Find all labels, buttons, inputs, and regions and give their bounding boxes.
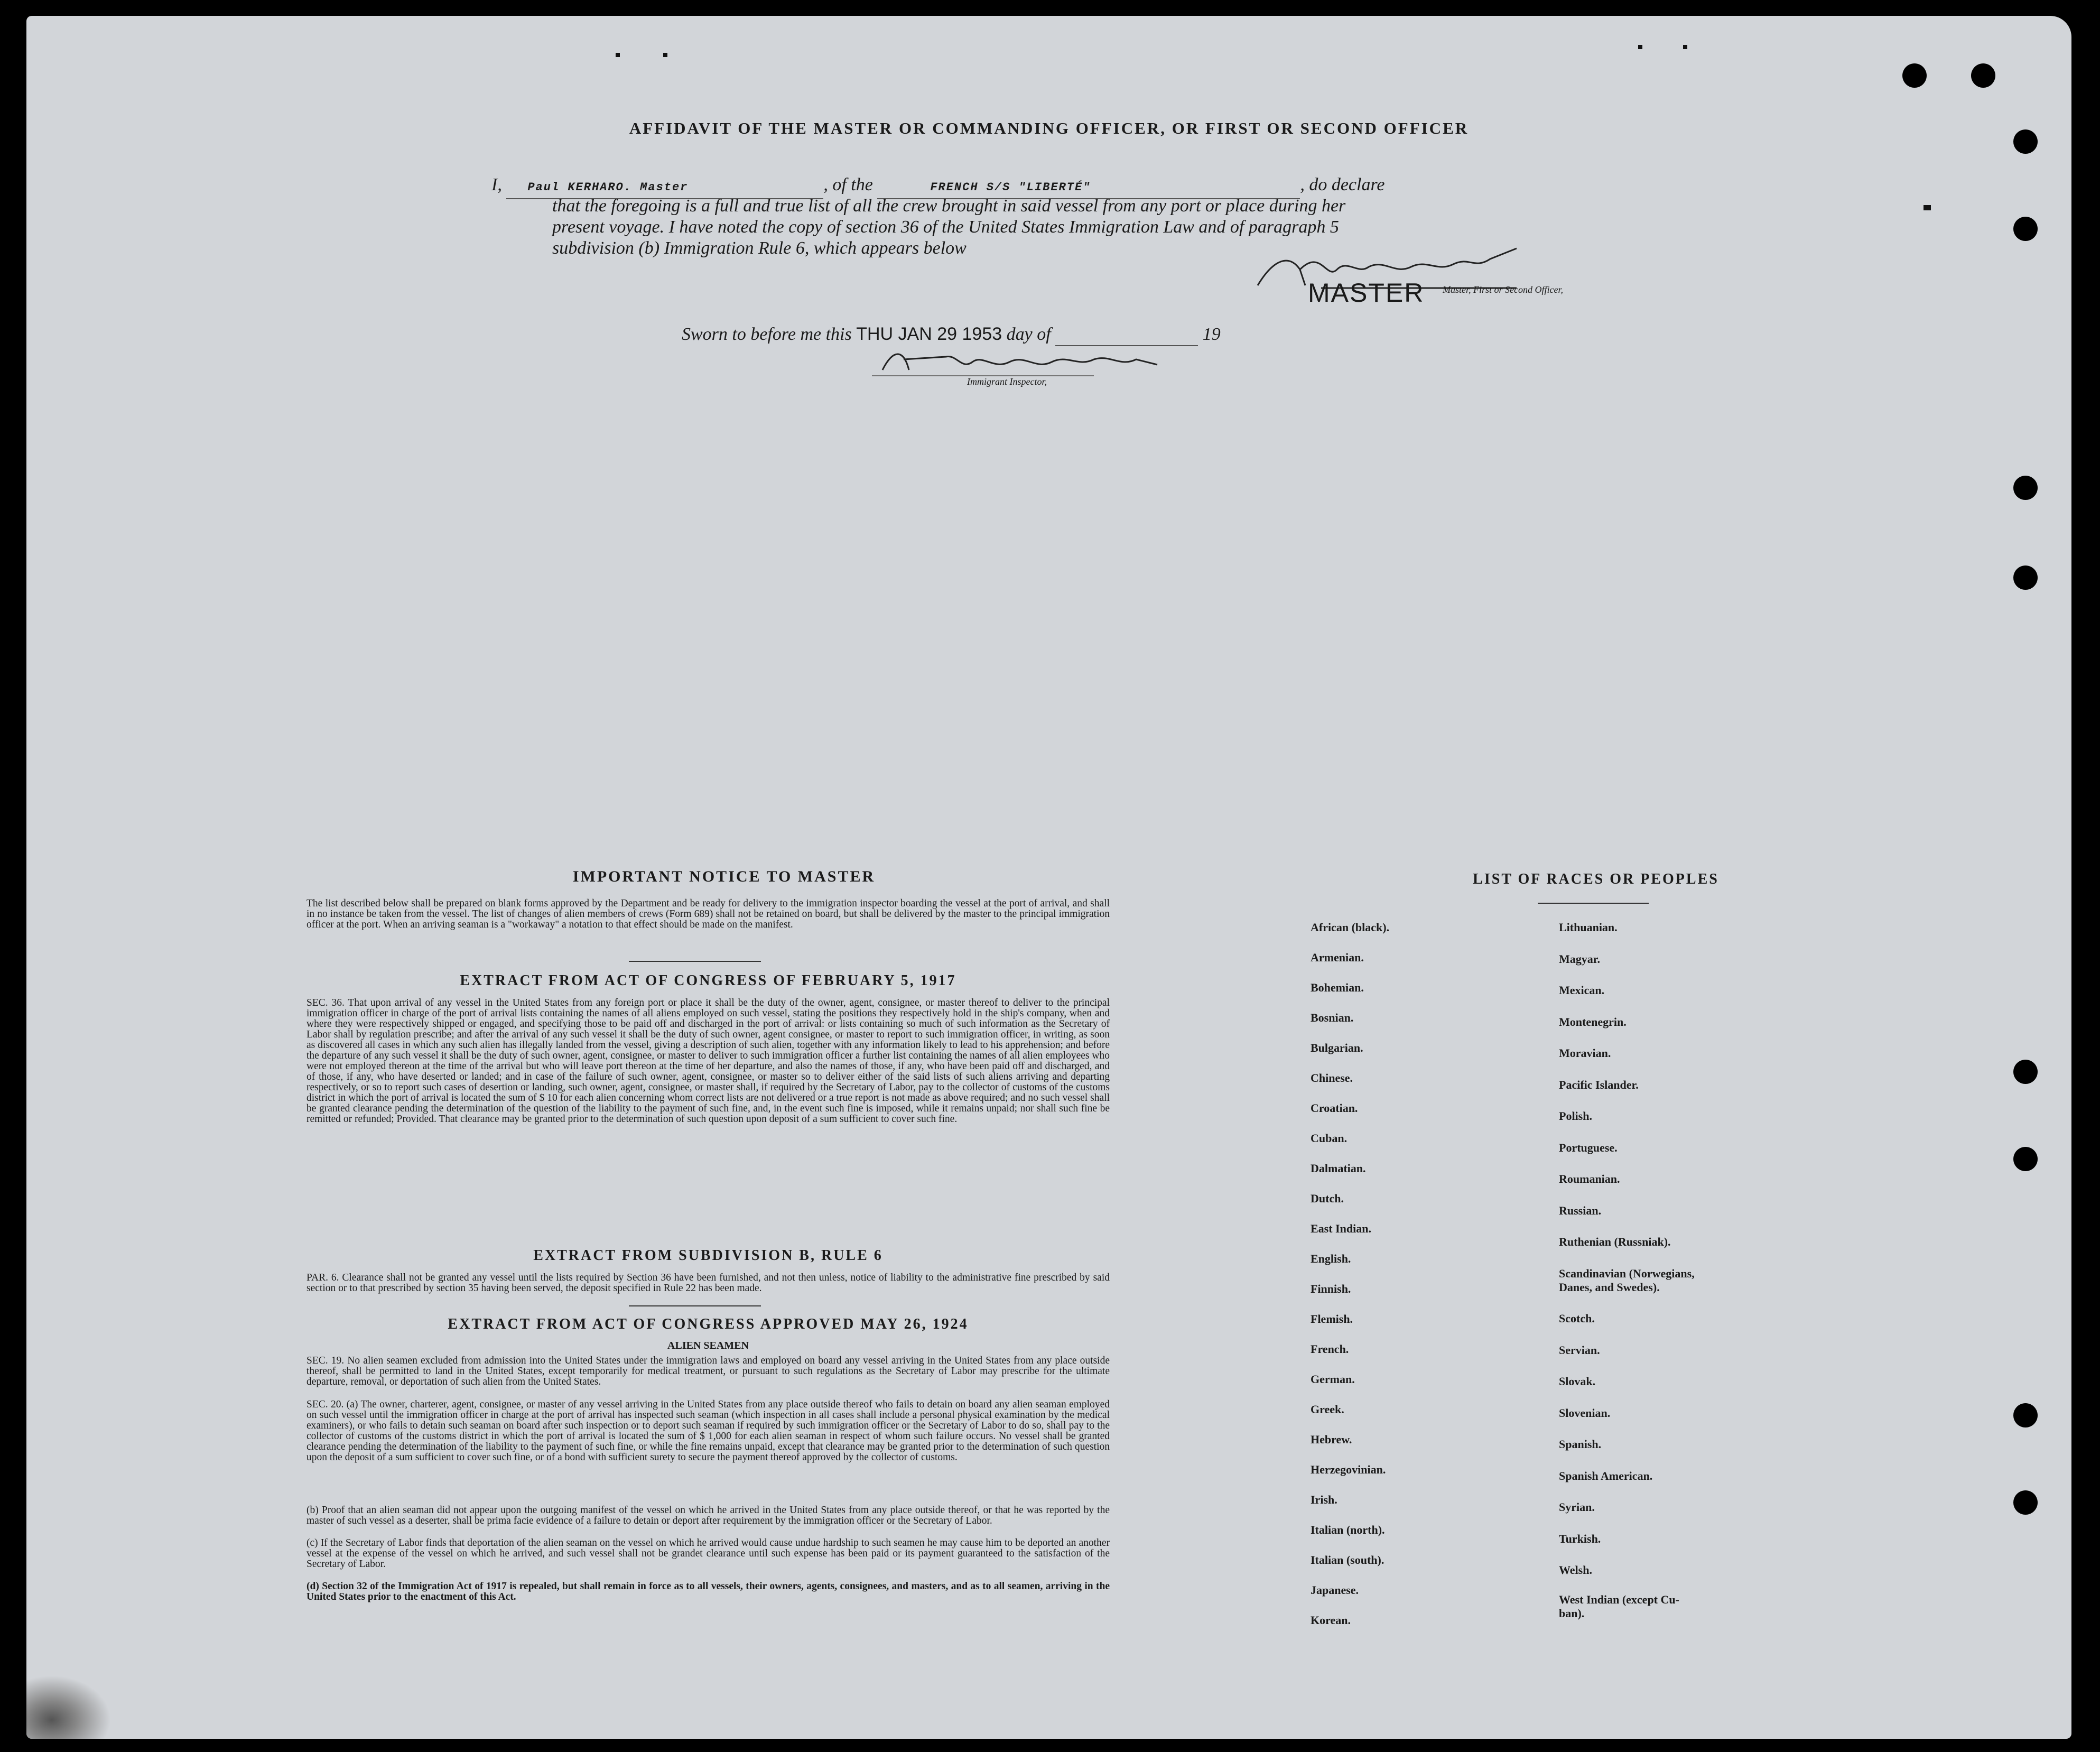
race-item: Syrian. (1559, 1500, 1595, 1514)
punch-hole (2013, 476, 2038, 500)
sec20b-body: (b) Proof that an alien seaman did not appear upon the outgoing manifest of the vessel on which he arrived in the United States from any place outside thereof, or that he was reported by the master of such vessel as a deserter, shall be prima facie evidence of a failure to detain or deport after requirement by the immigration officer or the Secretary of Labor. (306, 1505, 1110, 1526)
race-item: Mexican. (1559, 984, 1605, 997)
race-item: Spanish. (1559, 1438, 1602, 1451)
stain (26, 1675, 111, 1739)
extract-1924-subtitle: ALIEN SEAMEN (667, 1340, 749, 1351)
race-item: Finnish. (1311, 1282, 1351, 1295)
ink-speck (1924, 205, 1931, 210)
race-item: West Indian (except Cu- (1559, 1593, 1679, 1606)
race-item: Italian (south). (1311, 1553, 1384, 1566)
affidavit-line2: that the foregoing is a full and true list of all the crew brought in said vessel from any port or place during her (552, 196, 1346, 216)
race-item: Bulgarian. (1311, 1041, 1363, 1054)
race-item: Portuguese. (1559, 1141, 1618, 1154)
notice-body: The list described below shall be prepared on blank forms approved by the Department and be ready for delivery to the immigration inspector boarding the vessel at the port of arrival, and shall in no instance be taken from the vessel. The list of changes of alien members of crews (Form 689) shall not be retained on board, but shall be delivered by the master to the principal immigration officer at the port. When an arriving seaman is a "workaway" a notation to that effect should be made on the manifest. (306, 898, 1110, 930)
race-item: Slovenian. (1559, 1406, 1611, 1420)
race-item: Polish. (1559, 1109, 1592, 1123)
race-item: Hebrew. (1311, 1433, 1352, 1446)
extract-1924-title: EXTRACT FROM ACT OF CONGRESS APPROVED MAY 26, 1924 (448, 1316, 969, 1332)
punch-hole (1902, 63, 1927, 88)
ink-speck (1683, 45, 1687, 49)
punch-hole (2013, 1403, 2038, 1427)
race-item: Bohemian. (1311, 981, 1364, 994)
divider (1538, 903, 1649, 904)
race-item: Pacific Islander. (1559, 1078, 1639, 1091)
divider (629, 1305, 761, 1306)
ink-speck (1638, 45, 1642, 49)
officer-caption: Master, First or Second Officer, (1443, 284, 1563, 295)
day-of-text: day of (1006, 325, 1051, 344)
race-item: Italian (north). (1311, 1523, 1385, 1536)
punch-hole (2013, 1147, 2038, 1171)
races-title: LIST OF RACES OR PEOPLES (1473, 871, 1719, 887)
sec19-body: SEC. 19. No alien seamen excluded from admission into the United States under the immigration laws and employed on board any vessel arriving in the United States from any place outside thereof, shall be permitted to land in the United States, except temporarily for medical treatment, or pursuant to such regulations as the Secretary of Labor may prescribe for the ultimate departure, removal, or deportation of such alien from the United States. (306, 1355, 1110, 1387)
race-item: Armenian. (1311, 951, 1364, 964)
race-item: East Indian. (1311, 1222, 1371, 1235)
master-stamp: MASTER (1308, 278, 1425, 308)
race-item: Servian. (1559, 1343, 1600, 1357)
affidavit-declare: , do declare (1300, 175, 1385, 194)
divider (629, 961, 761, 962)
affidavit-line4: subdivision (b) Immigration Rule 6, which appears below (552, 238, 967, 258)
inspector-signature (872, 338, 1168, 381)
race-item: Spanish American. (1559, 1469, 1653, 1482)
ink-speck (616, 53, 620, 57)
race-item: Scandinavian (Norwegians, (1559, 1266, 1695, 1280)
master-name-field: Paul KERHARO. Master (506, 177, 823, 199)
punch-hole (1971, 63, 1995, 88)
sworn-text: Sworn to before me this (682, 325, 852, 344)
race-item: Flemish. (1311, 1312, 1353, 1325)
race-item: Magyar. (1559, 952, 1601, 966)
race-item: Bosnian. (1311, 1011, 1354, 1024)
race-item: Herzegovinian. (1311, 1463, 1386, 1476)
race-item: Korean. (1311, 1614, 1351, 1627)
sec20c-body: (c) If the Secretary of Labor finds that deportation of the alien seaman on the vessel on which he arrived would cause undue hardship to such seamen he may cause him to be deported an another vessel at the expense of the vessel on which he arrived, and such vessel shall not be grandet clearance until such expense has been paid or its payment guaranteed to the satisfaction of the Secretary of Labor. (306, 1537, 1110, 1570)
document-page (26, 16, 2071, 1739)
affidavit-line3: present voyage. I have noted the copy of section 36 of the United States Immigration Law and of paragraph 5 (552, 217, 1339, 237)
date-stamp: THU JAN 29 1953 (856, 324, 1002, 344)
sec20d-body: (d) Section 32 of the Immigration Act of 1917 is repealed, but shall remain in force as to all vessels, their owners, agents, consignees, and masters, and as to all seamen, arriving in the United States prior to the enactment of this Act. (306, 1581, 1110, 1602)
race-item: Danes, and Swedes). (1559, 1280, 1660, 1294)
punch-hole (2013, 1490, 2038, 1515)
year-prefix: 19 (1202, 325, 1221, 344)
race-item: Slovak. (1559, 1375, 1596, 1388)
punch-hole (2013, 566, 2038, 590)
race-item: Greek. (1311, 1403, 1344, 1416)
race-item: Irish. (1311, 1493, 1337, 1506)
race-item: Roumanian. (1559, 1172, 1620, 1185)
race-item: Dalmatian. (1311, 1162, 1366, 1175)
sec20a-body: SEC. 20. (a) The owner, charterer, agent, consignee, or master of any vessel arriving in the United States from any place outside thereof who fails to detain on board any alien seaman employed on such vessel until the immigration officer in charge at the port of arrival has inspected such seaman (which inspection in all cases shall include a personal physical examination by the medical examiners), or who fails to detain such seaman on board after such inspection or to deport such seaman if required by such immigration officer or the Secretary of Labor to do so, shall pay to the collector of customs of the customs district in which the port of arrival is located the sum of $ 1,000 for each alien seaman in respect of whom such failure occurs. No vessel shall be granted clearance pending the determination of the liability to the payment of such fine, or while the fine remains unpaid, except that clearance may be granted prior to the determination of such question upon the deposit of a sum sufficient to cover such fine, or of a bond with sufficient surety to secure the payment thereof approved by the collector of customs. (306, 1399, 1110, 1463)
race-item: Cuban. (1311, 1132, 1348, 1145)
affidavit-of-the: , of the (823, 175, 873, 194)
extract-rule6-body: PAR. 6. Clearance shall not be granted any vessel until the lists required by Section 36 have been furnished, and not then unless, notice of liability to the administrative fine prescribed by said section or to that prescribed by section 35 having been served, the deposit specified in Rule 22 has been made. (306, 1272, 1110, 1294)
race-item: French. (1311, 1342, 1349, 1356)
race-item: Chinese. (1311, 1071, 1353, 1084)
race-item: Croatian. (1311, 1101, 1358, 1115)
race-item: Scotch. (1559, 1312, 1595, 1325)
race-item: English. (1311, 1252, 1351, 1265)
race-item: Russian. (1559, 1203, 1602, 1217)
notice-title: IMPORTANT NOTICE TO MASTER (572, 868, 876, 885)
vessel-name-field: FRENCH S/S "LIBERTÉ" (877, 177, 1300, 199)
race-item: Dutch. (1311, 1192, 1344, 1205)
extract-1917-body: SEC. 36. That upon arrival of any vessel in the United States from any foreign port or place it shall be the duty of the owner, agent, consignee, or master thereof to deliver to the principal immigration officer in charge of the port of arrival lists containing the names of all aliens employed on such vessel, stating the positions they respectively hold in the ship's company, when and where they were respectively shipped or engaged, and specifying those to be paid off and discharged in the port of arrival: or lists containing so much of such information as the Secretary of Labor shall by regulation prescribe; and after the arrival of any such vessel it shall be the duty of such owner, agent consignee, or master to report to such immigration officer, in writing, as soon as discovered all cases in which any such alien has illegally landed from the vessel, giving a description of such alien, together with any information likely to lead to his apprehension; and before the departure of any such vessel it shall be the duty of such owner, agent, consignee, or master to deliver to such immigration officer a further list containing the names of all alien employees who were not employed thereon at the time of the arrival but who will leave port thereon at the time of her departure, and also the names of those, if any, who have been paid off and discharged, and of those, if any, who have deserted or landed; and in case of the failure of such owner, agent, consignee, or master so to deliver either of the said lists of such aliens arriving and departing respectively, or so to report such cases of desertion or landing, such owner, agent, consignee, or master shall, if required by the Secretary of Labor, pay to the collector of customs of the customs district in which the port of arrival is located the sum of $ 10 for each alien concerning whom correct lists are not delivered or a true report is not made as above required; and no such vessel shall be granted clearance pending the determination of the question of the liability to the payment of such fine, and, in the event such fine is imposed, while it remains unpaid; nor shall such fine be remitted or refunded; Provided. That clearance may be granted prior to the determination of such question upon deposit of a sum sufficient to cover such fine. (306, 997, 1110, 1125)
race-item: African (black). (1311, 921, 1390, 934)
punch-hole (2013, 217, 2038, 241)
ink-speck (663, 53, 667, 57)
inspector-caption: Immigrant Inspector, (967, 376, 1047, 387)
extract-rule6-title: EXTRACT FROM SUBDIVISION B, RULE 6 (533, 1247, 883, 1264)
race-item: Lithuanian. (1559, 921, 1618, 934)
extract-1917-title: EXTRACT FROM ACT OF CONGRESS OF FEBRUARY 5, 1917 (460, 972, 956, 989)
race-item: Welsh. (1559, 1563, 1592, 1577)
punch-hole (2013, 1060, 2038, 1084)
race-item: Turkish. (1559, 1532, 1601, 1545)
affidavit-i: I, (491, 175, 502, 194)
affidavit-title: AFFIDAVIT OF THE MASTER OR COMMANDING OFFICER, OR FIRST OR SECOND OFFICER (629, 119, 1469, 137)
race-item: ban). (1559, 1607, 1585, 1620)
race-item: Ruthenian (Russniak). (1559, 1235, 1671, 1248)
race-item: Japanese. (1311, 1583, 1359, 1597)
race-item: German. (1311, 1373, 1355, 1386)
race-item: Moravian. (1559, 1046, 1611, 1060)
race-item: Montenegrin. (1559, 1015, 1627, 1028)
